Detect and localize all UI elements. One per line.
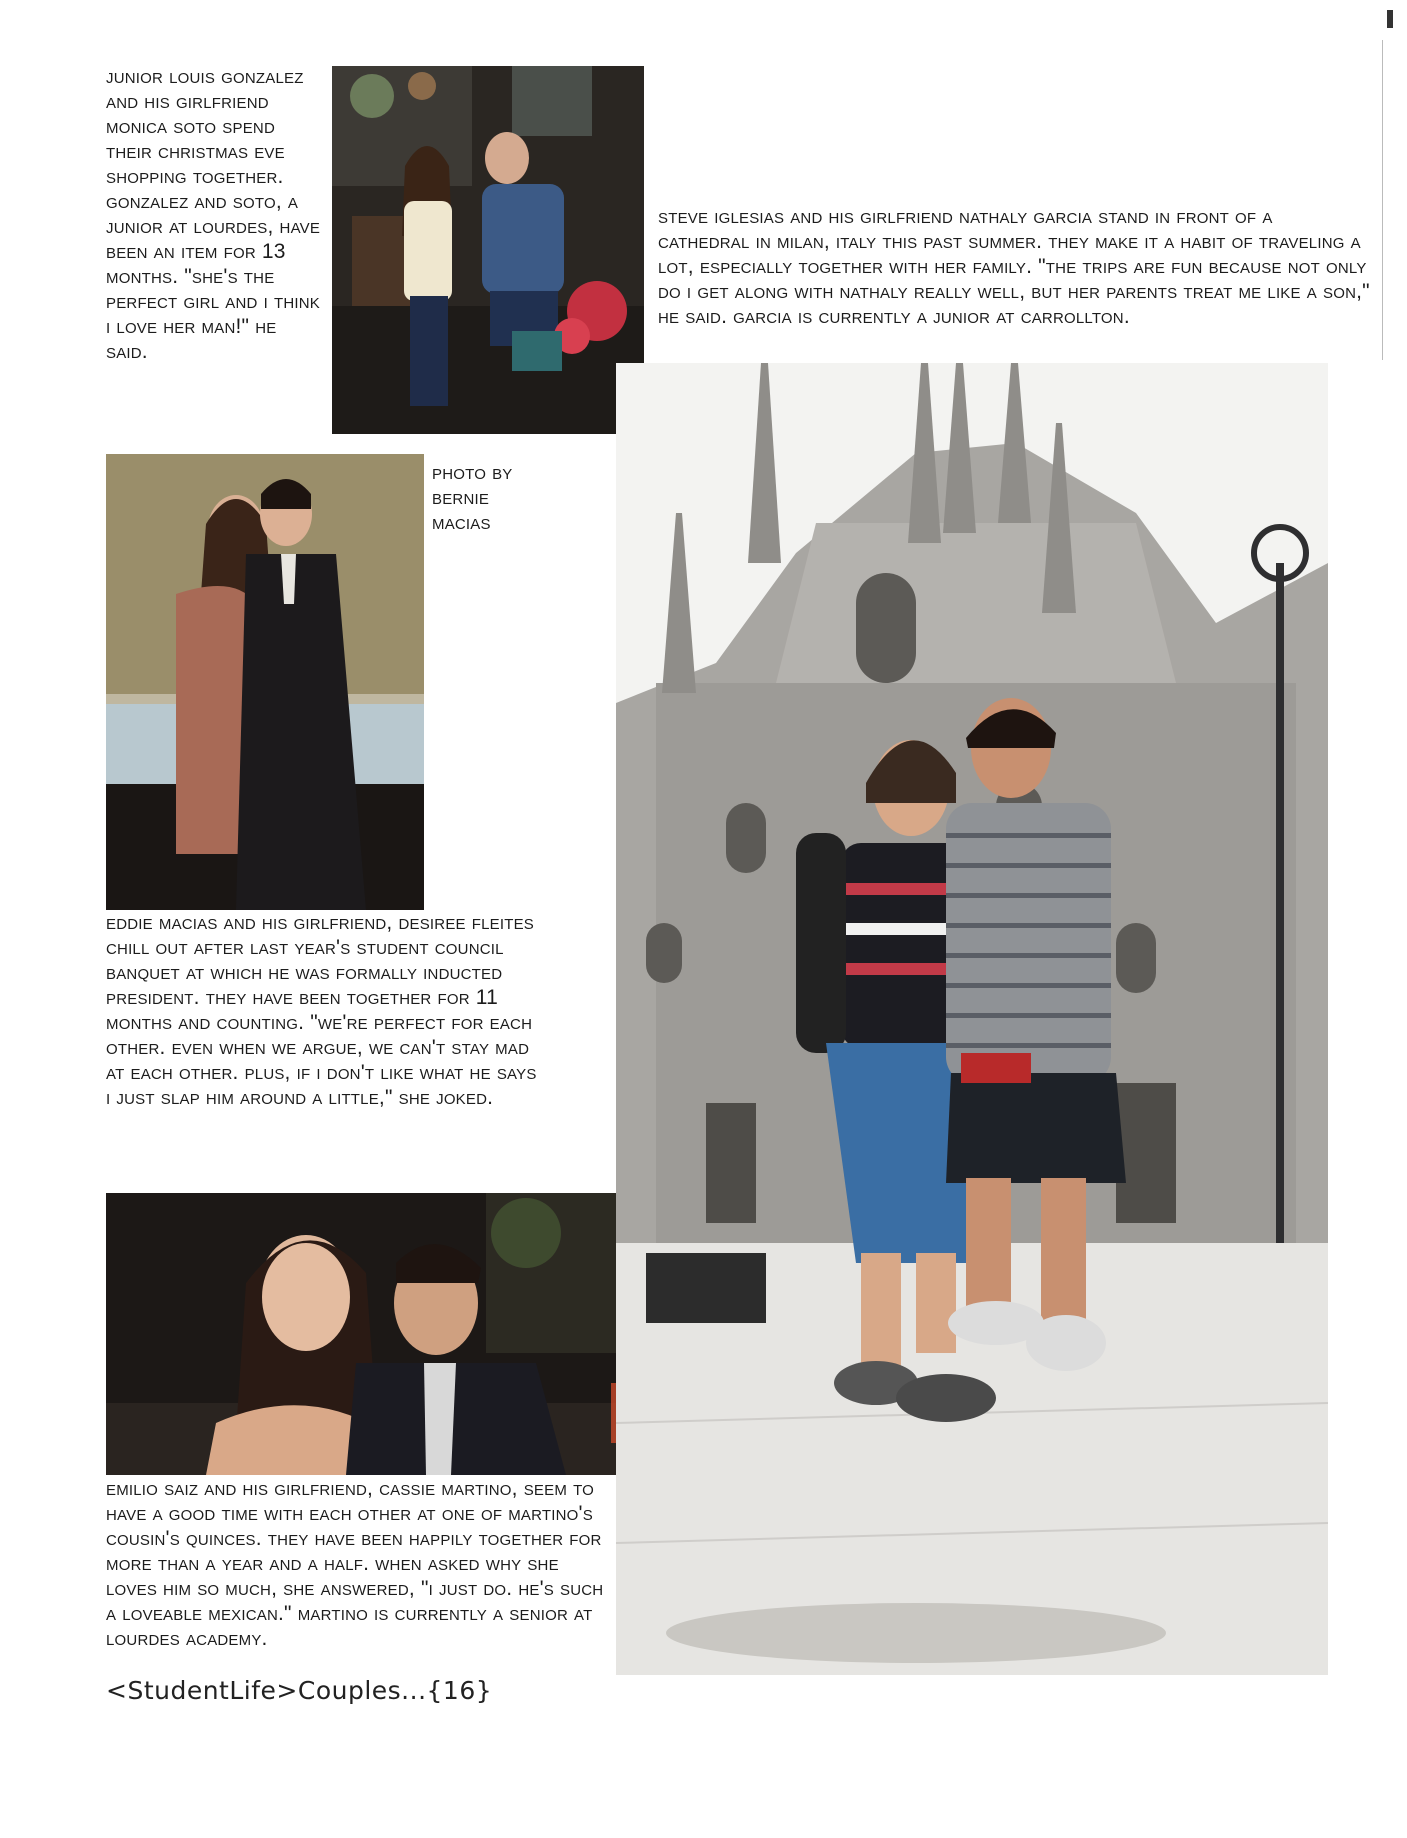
edge-line [1382,40,1383,360]
photo-saiz-martino [106,1193,660,1475]
edge-mark [1387,10,1393,28]
photo-gonzalez-soto [332,66,644,434]
caption-gonzalez-soto: junior louis gonzalez and his girlfriend monica soto spend their christmas eve shopping together. gonzalez and soto, a junior at lourdes, have been an item for 13 months. "she's the perfect girl and i think i love her man!" he said. [106,65,321,363]
page-footer: <StudentLife>Couples...{16} [106,1676,493,1705]
caption-iglesias-garcia: steve iglesias and his girlfriend nathaly garcia stand in front of a cathedral in milan, italy this past summer. they make it a habit of traveling a lot, especially together with her family. "the trips are fun because not only do i get along with nathaly really well, but her parents treat me like a son," he said. garcia is currently a junior at carrollton. [658,205,1370,328]
caption-saiz-martino: emilio saiz and his girlfriend, cassie martino, seem to have a good time with each other at one of martino's cousin's quinces. they have been happily together for more than a year and a half. when asked why she loves him so much, she answered, "i just do. he's such a loveable mexican." martino is currently a senior at lourdes academy. [106,1477,604,1650]
caption-macias-fleites: eddie macias and his girlfriend, desiree fleites chill out after last year's student council banquet at which he was formally inducted president. they have been together for 11 months and counting. "we're perfect for each other. even when we argue, we can't stay mad at each other. plus, if i don't like what he says i just slap him around a little," she joked. [106,911,537,1109]
photo-iglesias-garcia-milan [616,363,1328,1675]
photo-macias-fleites [106,454,424,910]
photo-credit: photo by bernie macias [432,461,513,534]
